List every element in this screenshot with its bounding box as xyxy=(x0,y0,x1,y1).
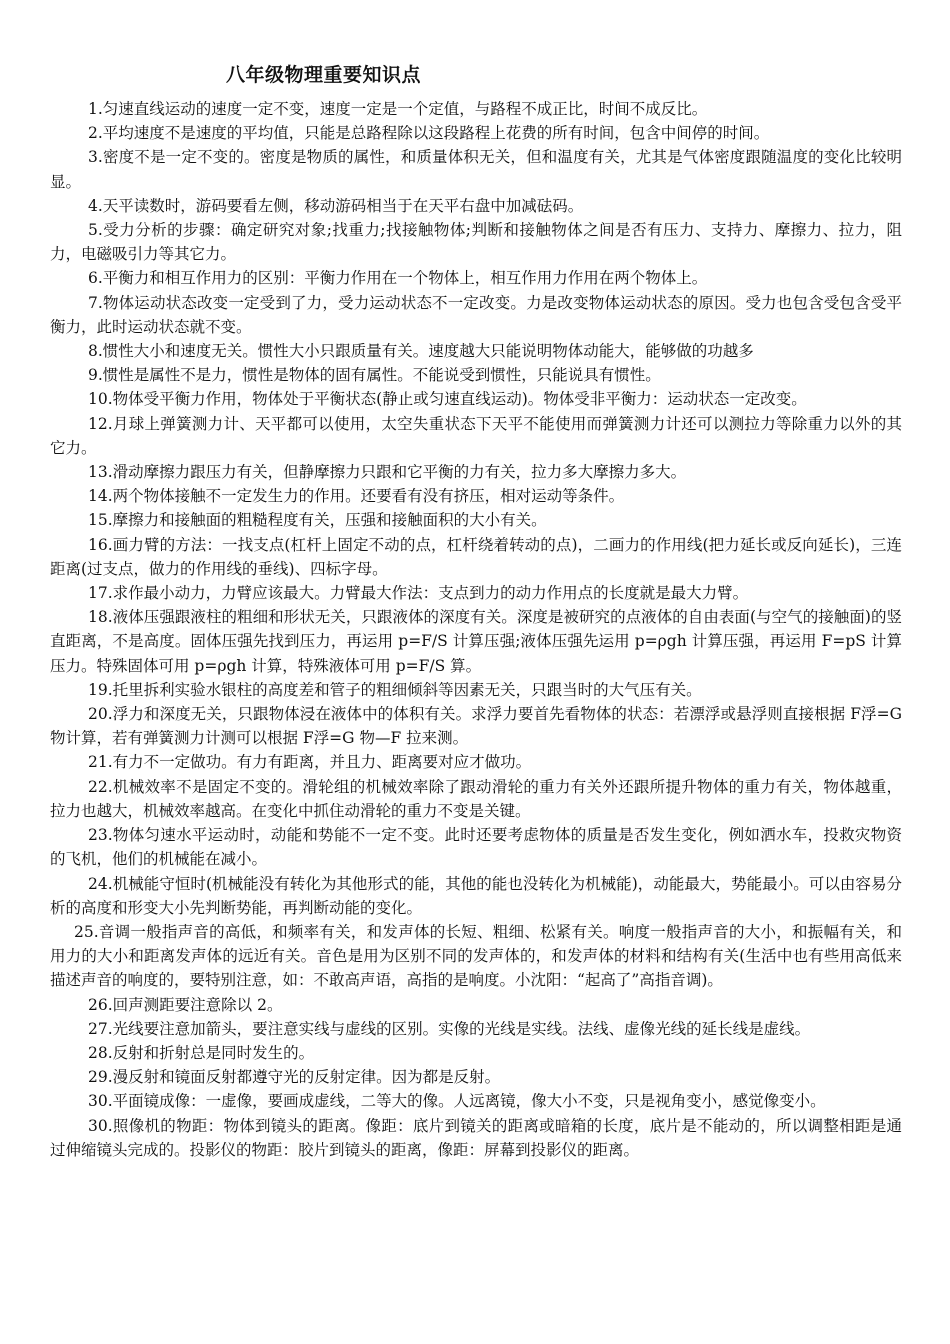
list-item: 12.月球上弹簧测力计、天平都可以使用，太空失重状态下天平不能使用而弹簧测力计还可以测拉力等除重力以外的其它力。 xyxy=(50,414,902,457)
list-item: 29.漫反射和镜面反射都遵守光的反射定律。因为都是反射。 xyxy=(88,1068,501,1087)
list-item: 26.回声测距要注意除以 2。 xyxy=(88,995,283,1014)
list-item: 16.画力臂的方法：一找支点(杠杆上固定不动的点，杠杆绕着转动的点)，二画力的作用线(把力延长或反向延长)，三连距离(过支点，做力的作用线的垂线)、四标字母。 xyxy=(50,535,902,578)
list-item: 23.物体匀速水平运动时，动能和势能不一定不变。此时还要考虑物体的质量是否发生变化，例如洒水车，投救灾物资的飞机，他们的机械能在减小。 xyxy=(50,826,902,869)
list-item: 21.有力不一定做功。有力有距离，并且力、距离要对应才做功。 xyxy=(88,753,532,772)
list-item: 7.物体运动状态改变一定受到了力，受力运动状态不一定改变。力是改变物体运动状态的原因。受力也包含受包含受平衡力，此时运动状态就不变。 xyxy=(50,293,902,336)
list-item: 30.照像机的物距：物体到镜头的距离。像距：底片到镜关的距离或暗箱的长度，底片是不能动的，所以调整相距是通过伸缩镜头完成的。投影仪的物距：胶片到镜头的距离，像距：屏幕到投影仪的距离。 xyxy=(50,1116,902,1159)
list-item: 2.平均速度不是速度的平均值，只能是总路程除以这段路程上花费的所有时间，包含中间停的时间。 xyxy=(88,124,770,143)
list-item: 13.滑动摩擦力跟压力有关，但静摩擦力只跟和它平衡的力有关，拉力多大摩擦力多大。 xyxy=(88,463,687,482)
list-item: 3.密度不是一定不变的。密度是物质的属性，和质量体积无关，但和温度有关，尤其是气体密度跟随温度的变化比较明显。 xyxy=(50,148,902,191)
list-item: 1.匀速直线运动的速度一定不变，速度一定是一个定值，与路程不成正比，时间不成反比。 xyxy=(88,100,708,118)
list-item: 27.光线要注意加箭头，要注意实线与虚线的区别。实像的光线是实线。法线、虚像光线的延长线是虚线。 xyxy=(88,1019,811,1038)
page-title: 八年级物理重要知识点 xyxy=(226,64,422,86)
list-item: 5.受力分析的步骤：确定研究对象;找重力;找接触物体;判断和接触物体之间是否有压力、支持力、摩擦力、拉力，阻力，电磁吸引力等其它力。 xyxy=(50,221,902,264)
list-item: 22.机械效率不是固定不变的。滑轮组的机械效率除了跟动滑轮的重力有关外还跟所提升物体的重力有关，物体越重，拉力也越大，机械效率越高。在变化中抓住动滑轮的重力不变是关键。 xyxy=(50,777,902,820)
list-item: 17.求作最小动力，力臂应该最大。力臂最大作法：支点到力的动力作用点的长度就是最大力臂。 xyxy=(88,584,749,603)
list-item: 24.机械能守恒时(机械能没有转化为其他形式的能，其他的能也没转化为机械能)，动能最大，势能最小。可以由容易分析的高度和形变大小先判断势能，再判断动能的变化。 xyxy=(50,874,902,917)
list-item: 8.惯性大小和速度无关。惯性大小只跟质量有关。速度越大只能说明物体动能大，能够做的功越多 xyxy=(88,342,754,361)
list-item: 9.惯性是属性不是力，惯性是物体的固有属性。不能说受到惯性，只能说具有惯性。 xyxy=(88,366,661,385)
list-item: 20.浮力和深度无关，只跟物体浸在液体中的体积有关。求浮力要首先看物体的状态：若漂浮或悬浮则直接根据 F浮=G 物计算，若有弹簧测力计测可以根据 F浮=G 物—F 拉来测。 xyxy=(50,705,902,748)
list-item: 6.平衡力和相互作用力的区别：平衡力作用在一个物体上，相互作用力作用在两个物体上。 xyxy=(88,269,708,288)
list-item: 4.天平读数时，游码要看左侧，移动游码相当于在天平右盘中加减砝码。 xyxy=(88,196,584,215)
list-item: 14.两个物体接触不一定发生力的作用。还要看有没有挤压，相对运动等条件。 xyxy=(88,487,625,506)
list-item: 18.液体压强跟液柱的粗细和形状无关，只跟液体的深度有关。深度是被研究的点液体的自由表面(与空气的接触面)的竖直距离，不是高度。固体压强先找到压力，再运用 p=F/S 计算压强;液体压强先运用 p=ρgh 计算压强，再运用 F=pS 计算压力。特殊固体可用 p=ρgh 计算，特殊液体可用 p=F/S 算。 xyxy=(50,608,902,675)
list-item: 28.反射和折射总是同时发生的。 xyxy=(88,1043,315,1062)
knowledge-list xyxy=(50,97,902,1162)
list-item: 25.音调一般指声音的高低，和频率有关，和发声体的长短、粗细、松紧有关。响度一般指声音的大小，和振幅有关，和用力的大小和距离发声体的远近有关。音色是用为区别不同的发声体的，和发声体的材料和结构有关(生活中也有些用高低来描述声音的响度的，要特别注意，如：不敢高声语，高指的是响度。小沈阳：“起高了”高指音调)。 xyxy=(50,922,902,990)
list-item: 15.摩擦力和接触面的粗糙程度有关，压强和接触面积的大小有关。 xyxy=(88,511,547,530)
list-item: 30.平面镜成像：一虚像，要画成虚线，二等大的像。人远离镜，像大小不变，只是视角变小，感觉像变小。 xyxy=(88,1092,826,1111)
list-item: 10.物体受平衡力作用，物体处于平衡状态(静止或匀速直线运动)。物体受非平衡力：运动状态一定改变。 xyxy=(88,390,807,409)
list-item: 19.托里拆利实验水银柱的高度差和管子的粗细倾斜等因素无关，只跟当时的大气压有关。 xyxy=(88,680,702,699)
